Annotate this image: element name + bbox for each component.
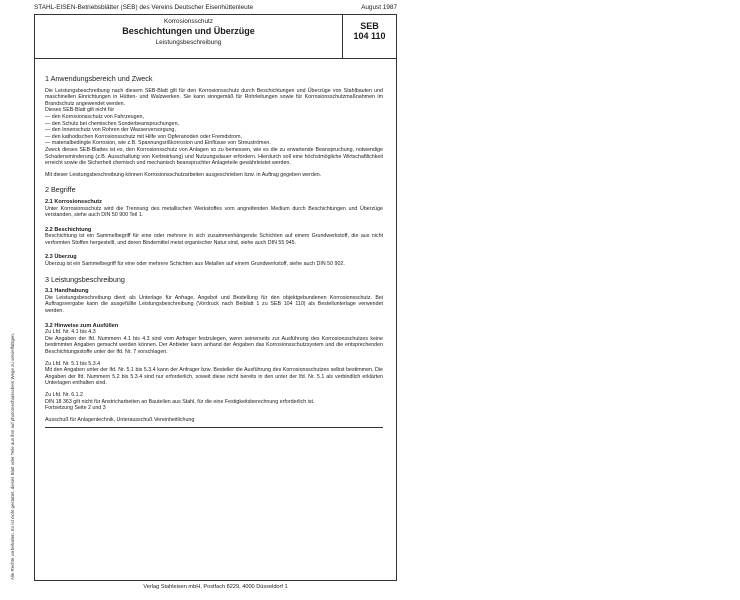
reference-line: Zu Lfd. Nr. 6.1.2	[45, 391, 83, 398]
list-item: — materialbedingte Korrosion, wie z.B. Spannungsrißkorrosion und Einflüsse von Streuströmen.	[45, 140, 383, 147]
document-body	[45, 76, 383, 428]
document-frame	[34, 14, 397, 581]
title-block	[35, 15, 396, 59]
s3-paragraph: Die Angaben der lfd. Nummern 4.1 bis 4.3 sind vom Anfrager festzulegen, wenn seinerseits zur Ausführung des Korrosionsschutzes keine bestimmten Angaben gemacht werden können. Der Anbieter kann anhand der Angaben das Korrosionsschutzsystem und die entsprechenden Beschichtungsstoffe unter der lfd. Nr. 7 vorschlagen.	[45, 335, 383, 355]
document-type: Leistungsbeschreibung	[155, 39, 222, 46]
subheading: 3.1 Handhabung	[45, 288, 89, 295]
section-3-heading: 3 Leistungsbeschreibung	[45, 274, 125, 284]
publication-date: August 1987	[361, 4, 397, 11]
subheading: 2.3 Überzug	[45, 254, 77, 261]
top-line	[34, 4, 397, 11]
code-number: 104 110	[353, 31, 386, 41]
s1-paragraph: Dieses SEB-Blatt gilt nicht für	[45, 107, 115, 114]
document-title: Beschichtungen und Überzüge	[122, 26, 255, 36]
subheading: 3.2 Hinweise zum Ausfüllen	[45, 322, 119, 329]
s3-paragraph: Mit den Angaben unter der lfd. Nr. 5.1 bis 5.3.4 kann der Anfrager bzw. Besteller die Ausführung des Korrosionsschutzes selbst bestimmen. Die Angaben der lfd. Nummern 5.2 bis 5.3.4 sind nur erforderlich, soweit diese nicht bereits in den unter der lfd. Nr. 5.1 als verbindlich erklärten Unterlagen enthalten sind.	[45, 367, 383, 387]
publication-name: STAHL-EISEN-Betriebsblätter (SEB) des Vereins Deutscher Eisenhüttenleute	[34, 4, 254, 11]
section-1-heading: 1 Anwendungsbereich und Zweck	[45, 74, 153, 83]
subheading: 2.1 Korrosionsschutz	[45, 198, 102, 205]
subject-label: Korrosionsschutz	[163, 18, 214, 25]
bottom-rule	[45, 427, 383, 428]
list-item: — den Schutz bei chemischen Sonderbeanspruchungen,	[45, 121, 383, 128]
sidebar-copyright	[3, 140, 17, 580]
list-item: — den kathodischen Korrosionsschutz mit Hilfe von Opferanoden oder Fremdstrom,	[45, 134, 383, 141]
publisher-footer: Verlag Stahleisen mbH, Postfach 8229, 4000 Düsseldorf 1	[143, 584, 288, 590]
s2-paragraph: Überzug ist ein Sammelbegriff für eine oder mehrere Schichten aus Metallen auf einem Grundwerkstoff, siehe auch DIN 50 902.	[45, 261, 345, 268]
list-item: — den Korrosionsschutz von Fahrzeugen,	[45, 114, 383, 121]
continuation-note: Fortsetzung Seite 2 und 3	[45, 405, 106, 412]
committee-line: Ausschuß für Anlagentechnik, Unterausschuß Vereinheitlichung	[45, 416, 195, 423]
reference-line: Zu Lfd. Nr. 5.1 bis 5.3.4	[45, 360, 101, 367]
copyright-note: Alle Rechte vorbehalten. Es ist nicht gestattet, dieses Blatt oder Teile aus ihm auf photomechanischem Wege zu vervielfältigen.	[10, 332, 15, 580]
list-item: — den Innenschutz von Rohren der Wasserversorgung,	[45, 127, 383, 134]
s1-paragraph: Mit dieser Leistungsbeschreibung können Korrosionsschutzarbeiten ausgeschrieben bzw. in Auftrag gegeben werden.	[45, 171, 322, 178]
s2-paragraph: Unter Korrosionsschutz wird die Trennung des metallischen Werkstoffes vom angreifenden Medium durch Beschichtungen und Überzüge verstanden, siehe auch DIN 50 900 Teil 1.	[45, 205, 383, 219]
subheading: 2.2 Beschichtung	[45, 226, 92, 233]
document-code	[343, 21, 396, 41]
title-center	[35, 15, 343, 58]
exclusion-list	[45, 114, 383, 147]
s3-paragraph: DIN 18 363 gilt nicht für Anstricharbeiten an Bauteilen aus Stahl, für die eine Festigkeitsberechnung erforderlich ist.	[45, 398, 315, 405]
s3-paragraph: Die Leistungsbeschreibung dient als Unterlage für Anfrage, Angebot und Bestellung für den objektgebundenen Korrosionsschutz. Bei Auftragsvergabe kann die ausgefüllte Leistungsbeschreibung (Vordruck nach Beiblatt 1 zu SEB 104 110) als Bestellunterlage verwendet werden.	[45, 294, 383, 315]
s1-paragraph: Die Leistungsbeschreibung nach diesem SEB-Blatt gilt für den Korrosionsschutz durch Beschichtungen und Überzüge von Stahlbauten und maschinellen Einrichtungen in Hütten- und Walzwerken. Sie kann sinngemäß für Rohrleitungen sowie für Korrosionsschutzmaßnahmen im Brandschutz angewendet werden.	[45, 87, 383, 107]
s2-paragraph: Beschichtung ist ein Sammelbegriff für eine oder mehrere in sich zusammenhängende Schichten auf einem Grundwerkstoff, die aus nicht verformten Stoffen hergestellt, und deren Bindemittel meist organischer Natur sind, siehe auch DIN 55 945.	[45, 233, 383, 246]
s1-paragraph: Zweck dieses SEB-Blattes ist es, den Korrosionsschutz von Anlagen so zu bemessen, wie es die zu erwartende Beanspruchung, notwendige Schadensminderung (z.B. Ausschaltung von Kerbwirkung) und Nutzungsdauer erfordern. Hierdurch soll eine höchstmögliche Wirtschaftlichkeit erreicht sowie die Sicherheit chemisch und mechanisch beanspruchter Anlageteile gewährleistet werden.	[45, 146, 383, 167]
code-seb: SEB	[360, 21, 379, 31]
reference-line: Zu Lfd. Nr. 4.1 bis 4.3	[45, 329, 96, 336]
section-2-heading: 2 Begriffe	[45, 185, 76, 195]
